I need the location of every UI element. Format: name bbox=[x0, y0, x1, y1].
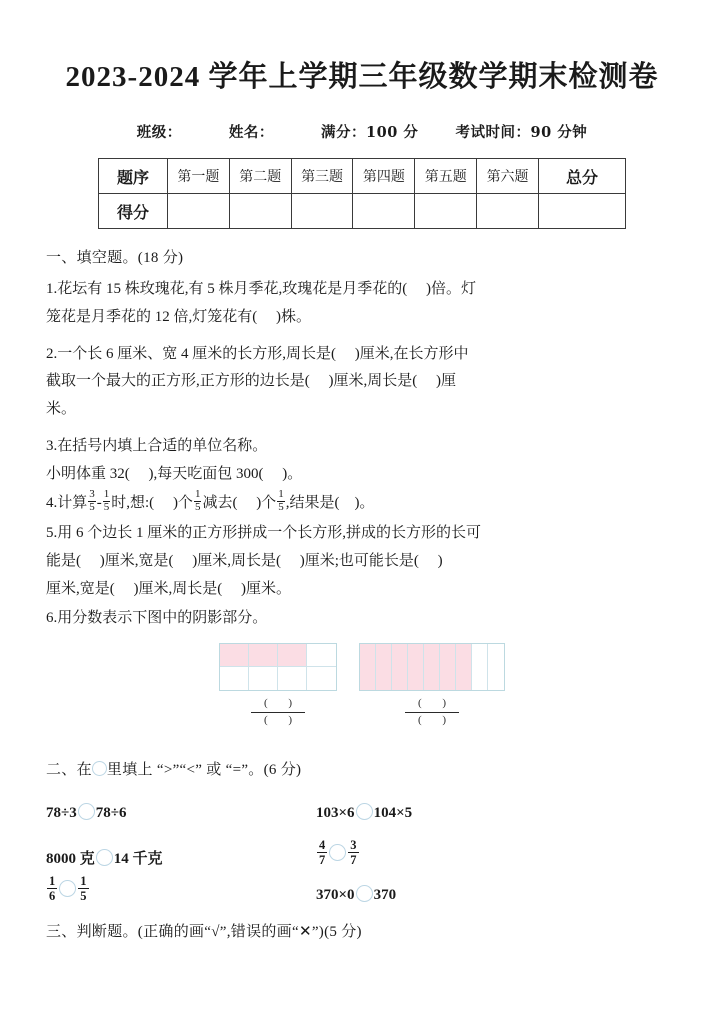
question-4-mid1: 时,想:( bbox=[111, 495, 155, 512]
column-header-q4: 第四题 bbox=[353, 159, 415, 194]
fraction-numerator: 1 bbox=[103, 488, 110, 501]
answer-blank[interactable] bbox=[339, 495, 354, 511]
score-cell-q6[interactable] bbox=[477, 194, 539, 229]
question-2-line2: 截取一个最大的正方形,正方形的边长是( bbox=[46, 373, 310, 390]
name-label: 姓名： bbox=[228, 124, 274, 141]
question-1-number: 1. bbox=[46, 281, 58, 297]
answer-blank[interactable] bbox=[257, 309, 276, 325]
question-2-line2c: )厘 bbox=[436, 373, 456, 390]
question-2-line1b: )厘米,在长方形中 bbox=[354, 345, 469, 362]
question-4-suffix: )。 bbox=[354, 495, 375, 512]
fraction-four-sevenths bbox=[317, 838, 327, 868]
question-5-line2b: )厘米,宽是( bbox=[99, 552, 174, 569]
fraction-numerator: 1 bbox=[278, 488, 284, 501]
question-5-line2e: ) bbox=[437, 552, 443, 569]
fraction-numerator: 4 bbox=[319, 837, 326, 852]
comparison-right: 78÷6 bbox=[95, 804, 127, 821]
strip-cell bbox=[376, 644, 392, 690]
fraction-denominator: 6 bbox=[49, 889, 56, 904]
fraction-numerator: 1 bbox=[194, 488, 201, 501]
answer-blank[interactable] bbox=[407, 281, 426, 297]
fraction-one-fifth bbox=[194, 489, 202, 513]
fraction-one-sixth bbox=[47, 874, 57, 904]
grid-cell bbox=[220, 644, 249, 667]
question-5-line2a: 能是( bbox=[46, 552, 81, 569]
answer-blank[interactable] bbox=[115, 581, 134, 597]
comparison-left: 103×6 bbox=[316, 804, 355, 821]
fraction-answer-blank[interactable] bbox=[251, 697, 305, 728]
fraction-denominator: 5 bbox=[103, 500, 110, 513]
strip-cell bbox=[488, 644, 504, 690]
question-5-line1: 用 6 个边长 1 厘米的正方形拼成一个长方形,拼成的长方形的长可 bbox=[57, 525, 482, 541]
comparison-item-3 bbox=[46, 847, 316, 868]
fraction-numerator: 3 bbox=[350, 837, 357, 852]
exam-info-line bbox=[46, 121, 678, 142]
score-cell-q4[interactable] bbox=[353, 194, 415, 229]
full-score-label: 满分：100 分 bbox=[321, 124, 419, 141]
strip-cell bbox=[392, 644, 408, 690]
fraction-denominator: 5 bbox=[278, 500, 284, 513]
question-2-line2b: )厘米,周长是( bbox=[328, 373, 418, 390]
score-cell-q5[interactable] bbox=[415, 194, 477, 229]
answer-blank[interactable] bbox=[264, 466, 283, 482]
question-5-line3c: )厘米。 bbox=[241, 580, 291, 597]
question-4-mid2: )个 bbox=[172, 495, 193, 512]
answer-blank[interactable] bbox=[281, 553, 300, 569]
question-2-number: 2. bbox=[46, 345, 58, 362]
question-4-mid3: 减去( bbox=[202, 495, 238, 512]
grid-cell bbox=[249, 667, 278, 690]
question-1-line1: 花坛有 15 株玫瑰花,有 5 株月季花,玫瑰花是月季花的( bbox=[57, 281, 408, 297]
answer-blank[interactable] bbox=[130, 466, 149, 482]
strip-cell bbox=[424, 644, 440, 690]
answer-blank[interactable] bbox=[81, 553, 100, 569]
question-1-line1b: )倍。灯 bbox=[426, 281, 476, 297]
fraction-answer-blank[interactable] bbox=[405, 697, 459, 728]
answer-blank[interactable] bbox=[222, 581, 241, 597]
question-2-line3: 米。 bbox=[46, 401, 77, 417]
fraction-one-fifth bbox=[78, 874, 88, 904]
answer-blank[interactable] bbox=[336, 346, 355, 362]
fraction-three-fifths bbox=[88, 489, 96, 513]
comparison-right: 370 bbox=[373, 886, 397, 903]
answer-blank[interactable] bbox=[237, 495, 256, 511]
question-6-number: 6. bbox=[46, 610, 58, 627]
question-4-number: 4. bbox=[46, 495, 58, 512]
answer-blank[interactable] bbox=[154, 495, 173, 511]
column-header-q5: 第五题 bbox=[415, 159, 477, 194]
section-heading-true-false: 三、判断题。(正确的画“√”,错误的画“✕”)(5 分) bbox=[46, 923, 362, 940]
fraction-numerator-blank[interactable]: ( ) bbox=[405, 697, 459, 713]
fraction-numerator: 1 bbox=[49, 873, 56, 888]
fraction-numerator-blank[interactable]: ( ) bbox=[251, 697, 305, 713]
column-header-q3: 第三题 bbox=[291, 159, 353, 194]
strip-cell bbox=[440, 644, 456, 690]
grid-cell bbox=[278, 667, 307, 690]
duration-label: 考试时间：90 分钟 bbox=[455, 124, 588, 141]
question-5-line2c: )厘米,周长是( bbox=[192, 552, 281, 569]
question-4-prefix: 计算 bbox=[57, 495, 88, 512]
shaded-strip-9 bbox=[359, 643, 505, 691]
compare-circle[interactable] bbox=[356, 803, 373, 820]
question-2-line1: 一个长 6 厘米、宽 4 厘米的长方形,周长是( bbox=[57, 345, 336, 362]
fraction-numerator: 1 bbox=[80, 873, 87, 888]
row-label-question-order: 题序 bbox=[99, 159, 168, 194]
question-3-line2a: 小明体重 32( bbox=[46, 465, 130, 482]
answer-blank[interactable] bbox=[310, 373, 329, 389]
comparison-left: 8000 克 bbox=[46, 850, 95, 867]
comparison-row-3 bbox=[46, 874, 678, 904]
column-header-total: 总分 bbox=[539, 159, 626, 194]
score-cell-q2[interactable] bbox=[229, 194, 291, 229]
answer-blank[interactable] bbox=[419, 553, 438, 569]
comparison-item-4 bbox=[316, 838, 678, 868]
question-5 bbox=[46, 520, 678, 603]
fraction-denominator: 5 bbox=[80, 889, 87, 904]
column-header-q2: 第二题 bbox=[229, 159, 291, 194]
question-3-line1: 在括号内填上合适的单位名称。 bbox=[57, 437, 268, 454]
comparison-item-6 bbox=[316, 885, 678, 904]
shaded-grid-4x2 bbox=[219, 643, 337, 691]
strip-cell bbox=[408, 644, 424, 690]
fraction-denominator-blank[interactable]: ( ) bbox=[417, 713, 456, 726]
comparison-right: 14 千克 bbox=[113, 850, 163, 867]
strip-cell bbox=[456, 644, 472, 690]
fraction-numerator: 3 bbox=[89, 488, 95, 501]
comparison-item-2 bbox=[316, 803, 678, 822]
fraction-denominator: 5 bbox=[89, 500, 95, 513]
comparison-item-1 bbox=[46, 803, 316, 822]
fraction-denominator: 7 bbox=[350, 853, 357, 868]
compare-circle[interactable] bbox=[96, 849, 113, 866]
score-cell-total[interactable] bbox=[539, 194, 626, 229]
question-1-line2b: )株。 bbox=[276, 308, 311, 325]
fraction-denominator: 5 bbox=[194, 500, 201, 513]
question-4 bbox=[46, 490, 678, 518]
answer-blank[interactable] bbox=[174, 553, 193, 569]
comparison-left: 370×0 bbox=[316, 886, 355, 903]
row-label-score: 得分 bbox=[99, 194, 168, 229]
grid-cell bbox=[307, 644, 336, 667]
column-header-q1: 第一题 bbox=[168, 159, 230, 194]
question-3-line2b: ),每天吃面包 300( bbox=[148, 465, 264, 482]
strip-cell bbox=[360, 644, 376, 690]
question-3 bbox=[46, 433, 678, 489]
table-row-question-numbers bbox=[99, 159, 626, 194]
question-5-line3a: 厘米,宽是( bbox=[46, 580, 115, 597]
comparison-item-5 bbox=[46, 874, 316, 904]
question-4-mid4: )个 bbox=[256, 495, 277, 512]
comparison-row-2 bbox=[46, 838, 678, 868]
table-row-scores bbox=[99, 194, 626, 229]
fraction-denominator: 7 bbox=[319, 853, 326, 868]
answer-blank[interactable] bbox=[417, 373, 436, 389]
section-heading-fill-in-blanks: 一、填空题。(18 分) bbox=[46, 250, 184, 266]
comparison-row-1 bbox=[46, 792, 678, 822]
question-2 bbox=[46, 341, 678, 424]
fraction-one-fifth bbox=[277, 489, 285, 513]
comparison-right: 104×5 bbox=[373, 804, 413, 821]
fraction-figure-strip bbox=[359, 643, 505, 728]
section-2-heading-b: 里填上 “>”“<” 或 “=”。(6 分) bbox=[106, 761, 302, 778]
fraction-three-sevenths bbox=[348, 838, 358, 868]
score-cell-q3[interactable] bbox=[291, 194, 353, 229]
section-2-heading-a: 二、在 bbox=[46, 761, 92, 778]
grid-cell bbox=[220, 667, 249, 690]
fraction-figure-grid bbox=[219, 643, 337, 728]
grid-cell bbox=[307, 667, 336, 690]
question-6 bbox=[46, 605, 678, 633]
question-3-number: 3. bbox=[46, 437, 58, 454]
question-5-line3b: )厘米,周长是( bbox=[133, 580, 223, 597]
compare-circle[interactable] bbox=[356, 885, 373, 902]
page-title: 2023-2024 学年上学期三年级数学期末检测卷 bbox=[65, 61, 659, 93]
fraction-one-fifth bbox=[103, 489, 111, 513]
compare-circle[interactable] bbox=[329, 844, 346, 861]
comparison-list bbox=[46, 792, 678, 904]
question-1-line2: 笼花是月季花的 12 倍,灯笼花有( bbox=[46, 308, 258, 325]
question-6-line1: 用分数表示下图中的阴影部分。 bbox=[57, 610, 268, 627]
compare-circle[interactable] bbox=[59, 880, 76, 897]
score-cell-q1[interactable] bbox=[168, 194, 230, 229]
grid-cell bbox=[249, 644, 278, 667]
score-table bbox=[98, 158, 626, 229]
question-6-figures bbox=[46, 643, 678, 728]
comparison-left: 78÷3 bbox=[46, 804, 77, 821]
question-5-number: 5. bbox=[46, 525, 58, 541]
question-1 bbox=[46, 276, 678, 332]
class-label: 班级： bbox=[136, 124, 182, 141]
minus-sign: - bbox=[96, 495, 102, 512]
question-5-line2d: )厘米;也可能长是( bbox=[299, 552, 419, 569]
question-4-mid5: ,结果是( bbox=[285, 495, 340, 512]
grid-cell bbox=[278, 644, 307, 667]
section-heading-comparison bbox=[46, 758, 678, 779]
compare-circle[interactable] bbox=[78, 803, 95, 820]
question-3-line2c: )。 bbox=[282, 465, 303, 482]
strip-cell bbox=[472, 644, 488, 690]
column-header-q6: 第六题 bbox=[477, 159, 539, 194]
fraction-denominator-blank[interactable]: ( ) bbox=[263, 713, 302, 726]
compare-circle-icon bbox=[92, 761, 107, 776]
